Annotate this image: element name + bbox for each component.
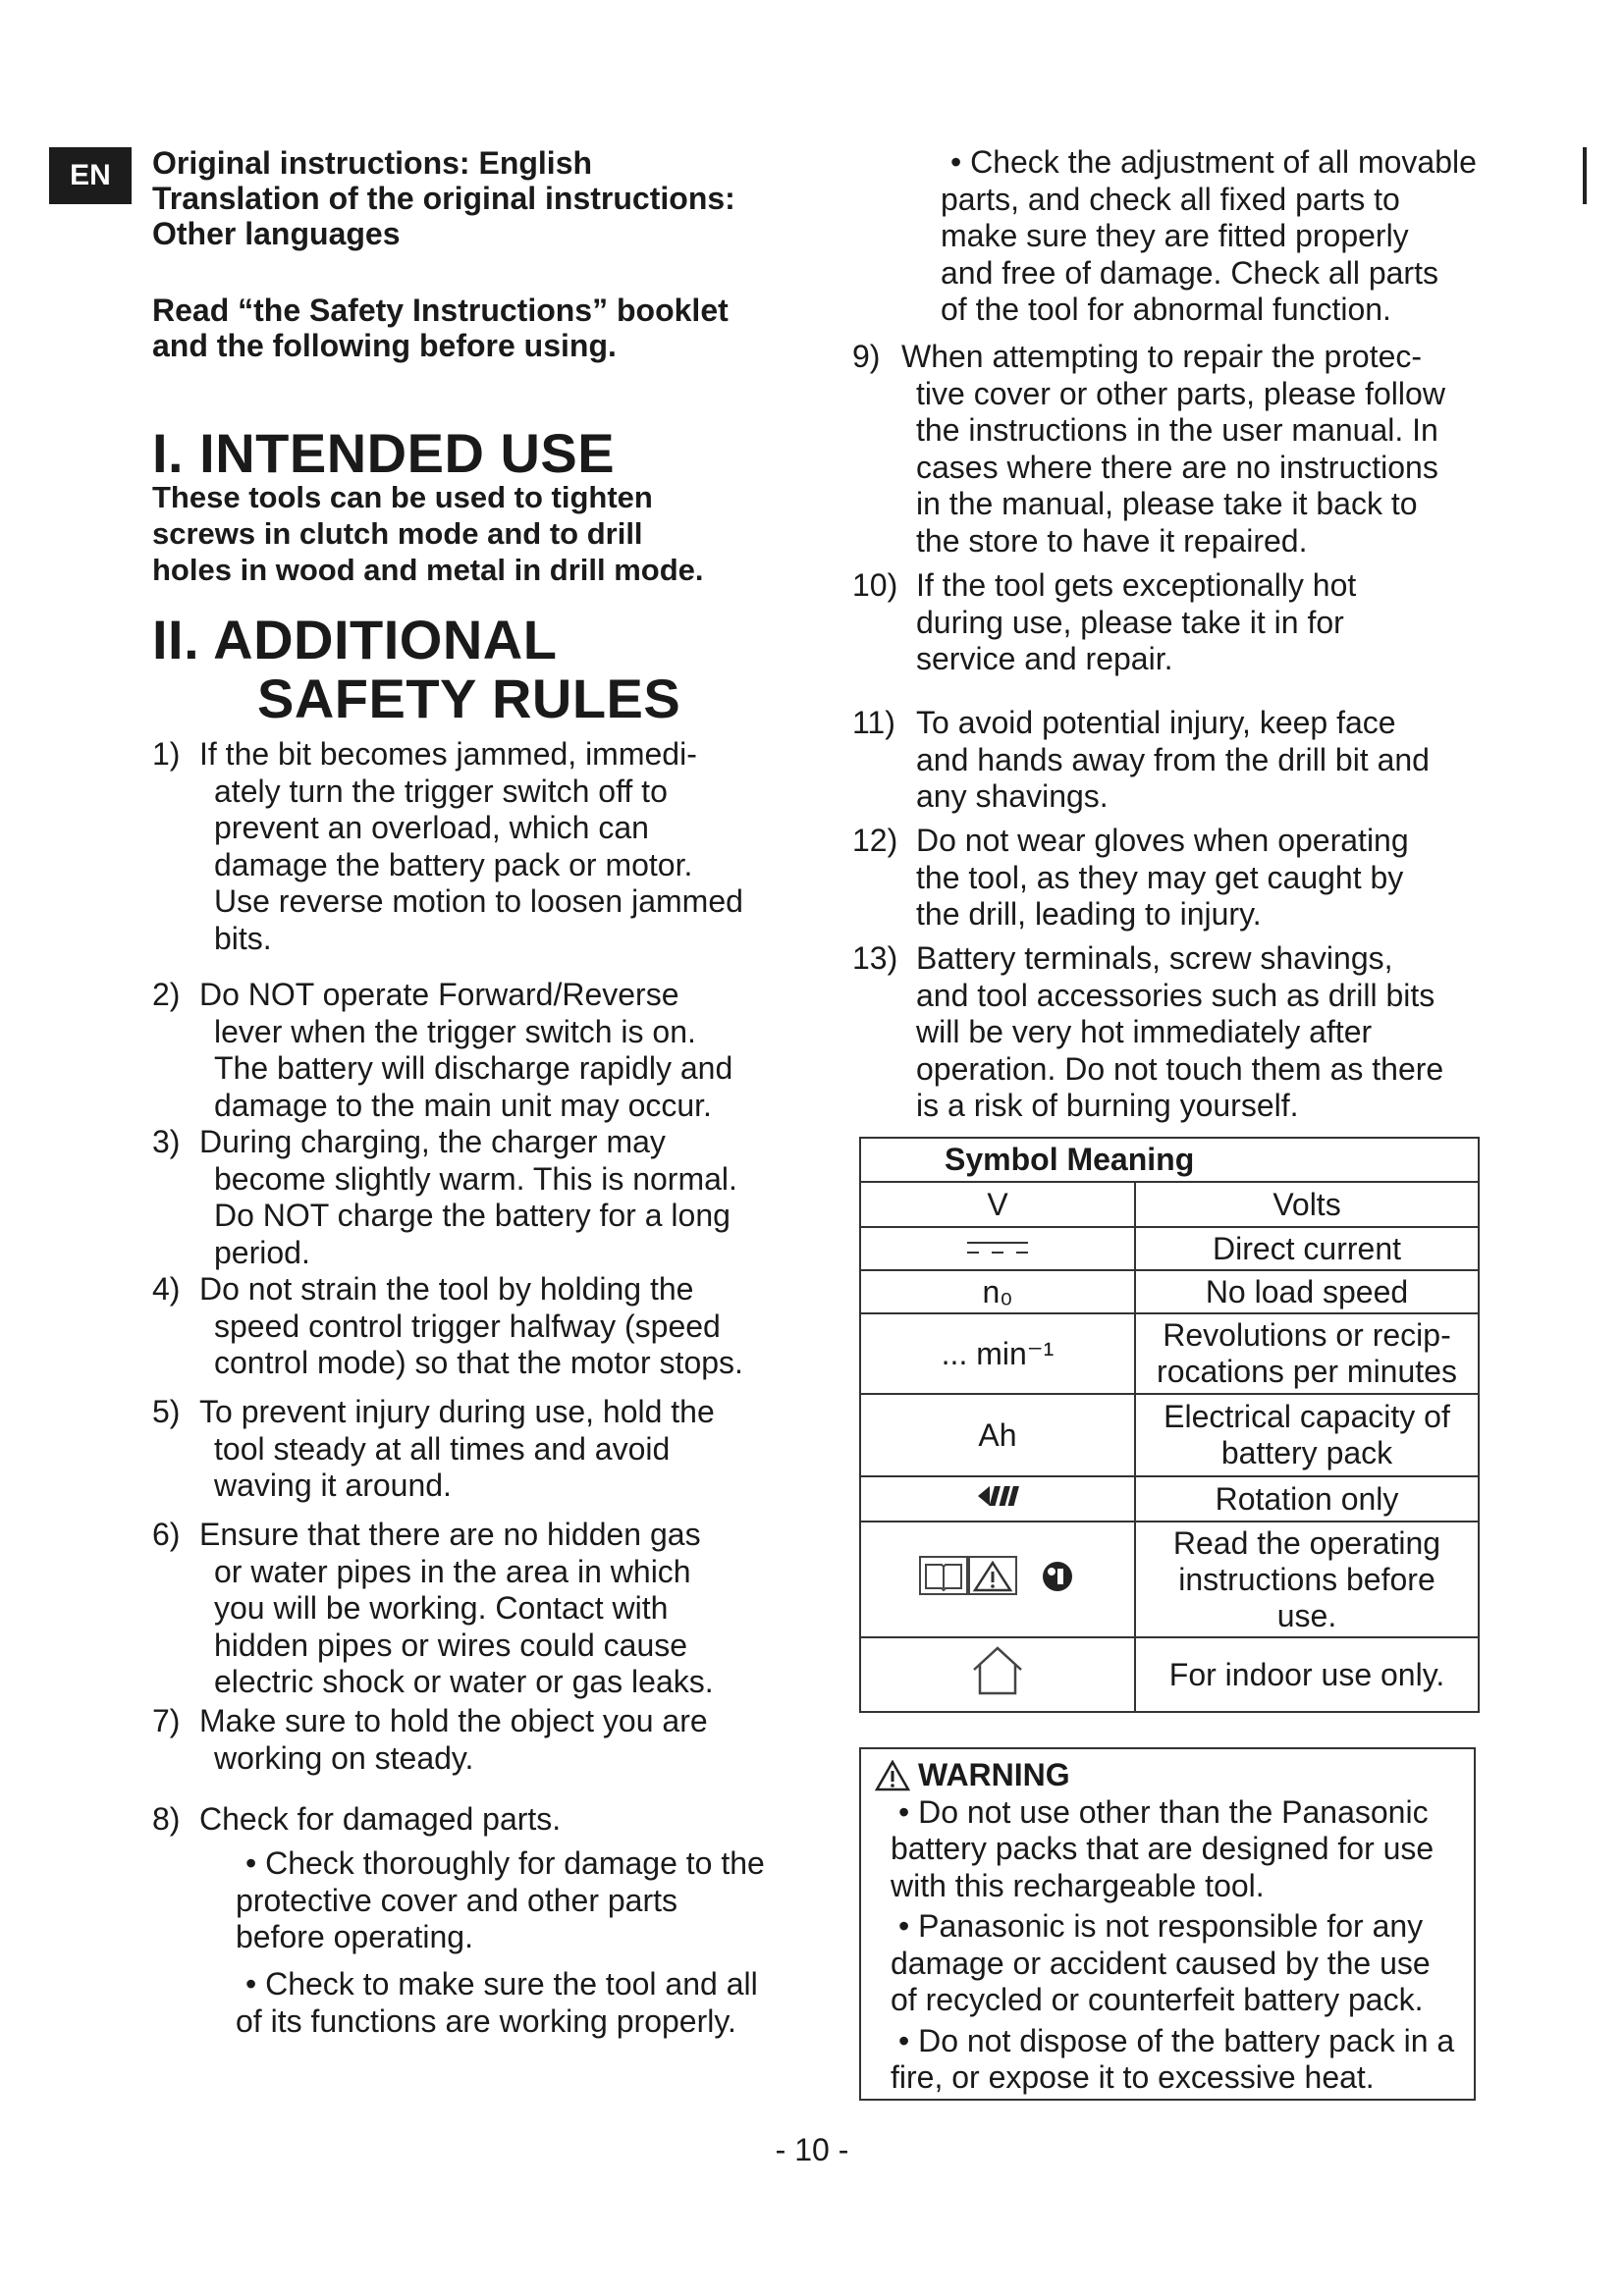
meaning-line: Electrical capacity of (1164, 1399, 1450, 1434)
warning-title-text: WARNING (918, 1757, 1070, 1792)
rule-line: during use, please take it in for (916, 604, 1344, 640)
rule-number: 5) (152, 1394, 181, 1429)
rule8-subitem (941, 144, 1490, 329)
intro-line: holes in wood and metal in drill mode. (152, 553, 704, 587)
rule-number: 6) (152, 1517, 181, 1552)
symbol-amp-hour: Ah (860, 1394, 1135, 1476)
rule8-subitem (236, 1966, 795, 2040)
rule-line: Use reverse motion to loosen jammed (214, 883, 743, 919)
section-title-safety-rules: SAFETY RULES (257, 667, 681, 729)
rule-line: Battery terminals, screw shavings, (916, 940, 1393, 976)
meaning-line: rocations per minutes (1157, 1354, 1457, 1389)
warning-line: battery packs that are designed for use (891, 1831, 1435, 1866)
rule-line: control mode) so that the motor stops. (214, 1345, 743, 1380)
warning-item (891, 1794, 1464, 1905)
language-tab: EN (49, 147, 132, 204)
rule-line: any shavings. (916, 778, 1109, 814)
rule-line: Do NOT charge the battery for a long (214, 1198, 731, 1233)
rotation-icon (860, 1476, 1135, 1522)
rule-line: waving it around. (214, 1468, 452, 1503)
rule-number: 3) (152, 1124, 181, 1159)
meaning-cell (1135, 1313, 1479, 1394)
header-line: Other languages (152, 216, 401, 251)
rule-item (852, 705, 1481, 816)
warning-line: • Panasonic is not responsible for any (898, 1908, 1424, 1944)
rule-line: service and repair. (916, 641, 1173, 676)
rule-line: ately turn the trigger switch off to (214, 773, 668, 809)
intro-line: screws in clutch mode and to drill (152, 516, 643, 551)
meaning-cell (1135, 1522, 1479, 1637)
rule-item (852, 567, 1481, 678)
intended-use-text (152, 479, 704, 588)
indoor-house-icon (860, 1637, 1135, 1712)
rule-line: To avoid potential injury, keep face (916, 705, 1396, 740)
rule-line: damage the battery pack or motor. (214, 846, 693, 882)
rule-item (152, 736, 790, 957)
rule-line: When attempting to repair the protec- (901, 339, 1423, 374)
rule-line: or water pipes in the area in which (214, 1553, 691, 1589)
read-manual-icons (860, 1522, 1135, 1637)
warning-item (891, 1908, 1464, 2019)
subitem-line: make sure they are fitted properly (941, 218, 1409, 253)
meaning-line: instructions before (1178, 1561, 1435, 1597)
meaning-cell: Rotation only (1135, 1476, 1479, 1522)
subitem-line: • Check thoroughly for damage to the (245, 1845, 765, 1881)
subitem-line: and free of damage. Check all parts (941, 254, 1438, 291)
rule-line: Do not wear gloves when operating (916, 823, 1409, 858)
rule-line: speed control trigger halfway (speed (214, 1308, 721, 1344)
rule-line: electric shock or water or gas leaks. (214, 1664, 714, 1699)
rule-item (152, 1394, 790, 1505)
rule-line: become slightly warm. This is normal. (214, 1160, 737, 1197)
subitem-line: • Check to make sure the tool and all (245, 1966, 758, 2002)
rule-line: To prevent injury during use, hold the (199, 1394, 715, 1429)
symbol-table-header: Symbol Meaning (860, 1138, 1479, 1182)
rule-number: 10) (852, 567, 898, 603)
margin-mark (1583, 147, 1587, 204)
intro-line: These tools can be used to tighten (152, 480, 653, 514)
rule-line: and hands away from the drill bit and (916, 741, 1430, 777)
subitem-line: parts, and check all fixed parts to (941, 181, 1400, 217)
warning-line: damage or accident caused by the use (891, 1945, 1431, 1981)
read-line: and the following before using. (152, 328, 617, 363)
rule-number: 8) (152, 1801, 181, 1837)
rule-line: bits. (214, 920, 272, 956)
meaning-cell: Volts (1135, 1182, 1479, 1227)
section-title-additional: II. ADDITIONAL (152, 609, 558, 670)
rule-line: in the manual, please take it back to (916, 486, 1418, 521)
meaning-line: use. (1276, 1597, 1337, 1633)
rule-line: tive cover or other parts, please follow (916, 375, 1445, 411)
rule-line: tool steady at all times and avoid (214, 1430, 671, 1467)
rule-item (852, 339, 1481, 560)
rule-line: Ensure that there are no hidden gas (199, 1517, 701, 1552)
subitem-line: protective cover and other parts (236, 1882, 678, 1918)
warning-box (859, 1747, 1476, 2101)
page-number: - 10 - (775, 2132, 849, 2167)
direct-current-icon (860, 1227, 1135, 1270)
read-safety-note (152, 293, 729, 363)
rule-number: 7) (152, 1703, 181, 1738)
rule-item (152, 1703, 790, 1777)
rule-line: If the tool gets exceptionally hot (916, 567, 1357, 603)
rule-item (152, 1124, 790, 1271)
warning-line: • Do not use other than the Panasonic (898, 1793, 1429, 1830)
rule-item (152, 1271, 790, 1382)
rule-line: During charging, the charger may (199, 1124, 666, 1159)
original-instructions-note (152, 145, 735, 251)
symbol-no-load-speed: n₀ (860, 1270, 1135, 1313)
rule-item (852, 940, 1481, 1125)
warning-line: • Do not dispose of the battery pack in a (898, 2022, 1455, 2058)
rule-line: operation. Do not touch them as there (916, 1050, 1444, 1087)
rule-number: 2) (152, 977, 181, 1012)
rule-line: Do NOT operate Forward/Reverse (199, 977, 679, 1012)
rule-line: you will be working. Contact with (214, 1590, 669, 1626)
subitem-line: of its functions are working properly. (236, 2002, 736, 2039)
rule-item (852, 823, 1481, 934)
rule8-subitem (236, 1845, 795, 1956)
rule-line: the store to have it repaired. (916, 522, 1308, 559)
rule-item (152, 977, 790, 1124)
rule-line: the drill, leading to injury. (916, 896, 1262, 932)
subitem-line: before operating. (236, 1919, 473, 1954)
warning-line: with this rechargeable tool. (891, 1867, 1265, 1903)
subitem-line: of the tool for abnormal function. (941, 292, 1391, 327)
rule-line: cases where there are no instructions (916, 449, 1438, 485)
rule-line: lever when the trigger switch is on. (214, 1013, 696, 1049)
header-line: Original instructions: English (152, 145, 593, 181)
meaning-line: Read the operating (1172, 1524, 1441, 1561)
rule-number: 4) (152, 1271, 181, 1307)
rule-number: 1) (152, 736, 181, 772)
header-line: Translation of the original instructions: (152, 181, 735, 216)
rule-number: 9) (852, 339, 881, 374)
meaning-line: battery pack (1220, 1435, 1393, 1470)
rule-item (152, 1517, 790, 1701)
rule-line: The battery will discharge rapidly and (214, 1050, 733, 1086)
section-title-intended-use: I. INTENDED USE (152, 422, 616, 484)
rule-line: and tool accessories such as drill bits (916, 977, 1435, 1013)
subitem-line: • Check the adjustment of all movable (950, 144, 1477, 180)
rule-line: Check for damaged parts. (199, 1801, 562, 1837)
symbol-volts: V (860, 1182, 1135, 1227)
rule-line: the instructions in the user manual. In (916, 412, 1438, 448)
rule-line: damage to the main unit may occur. (214, 1087, 712, 1123)
rule-line: period. (214, 1234, 310, 1270)
meaning-cell: No load speed (1135, 1270, 1479, 1313)
rule-number: 11) (852, 705, 895, 740)
rule-line: hidden pipes or wires could cause (214, 1627, 688, 1663)
rule-number: 12) (852, 823, 898, 858)
warning-line: fire, or expose it to excessive heat. (891, 2059, 1375, 2095)
rule-item (152, 1801, 790, 1839)
rule-line: is a risk of burning yourself. (916, 1088, 1299, 1123)
warning-triangle-icon (875, 1760, 910, 1791)
rule-line: working on steady. (214, 1739, 474, 1776)
rule-line: Do not strain the tool by holding the (199, 1271, 694, 1307)
rule-number: 13) (852, 940, 898, 976)
meaning-cell: Direct current (1135, 1227, 1479, 1270)
symbol-per-minute: ... min⁻¹ (860, 1313, 1135, 1394)
warning-line: of recycled or counterfeit battery pack. (891, 1982, 1424, 2017)
meaning-line: Revolutions or recip- (1163, 1317, 1451, 1353)
rule-line: If the bit becomes jammed, immedi- (199, 736, 697, 772)
warning-title (875, 1757, 1464, 1794)
meaning-cell: For indoor use only. (1135, 1637, 1479, 1712)
warning-item (891, 2023, 1464, 2097)
rule-line: prevent an overload, which can (214, 810, 649, 845)
warning-items (891, 1794, 1464, 2097)
symbol-table (859, 1137, 1480, 1713)
rule-line: the tool, as they may get caught by (916, 859, 1404, 895)
read-line: Read “the Safety Instructions” booklet (152, 293, 729, 328)
meaning-cell (1135, 1394, 1479, 1476)
rule-line: will be very hot immediately after (916, 1014, 1373, 1049)
rule-line: Make sure to hold the object you are (199, 1703, 708, 1738)
